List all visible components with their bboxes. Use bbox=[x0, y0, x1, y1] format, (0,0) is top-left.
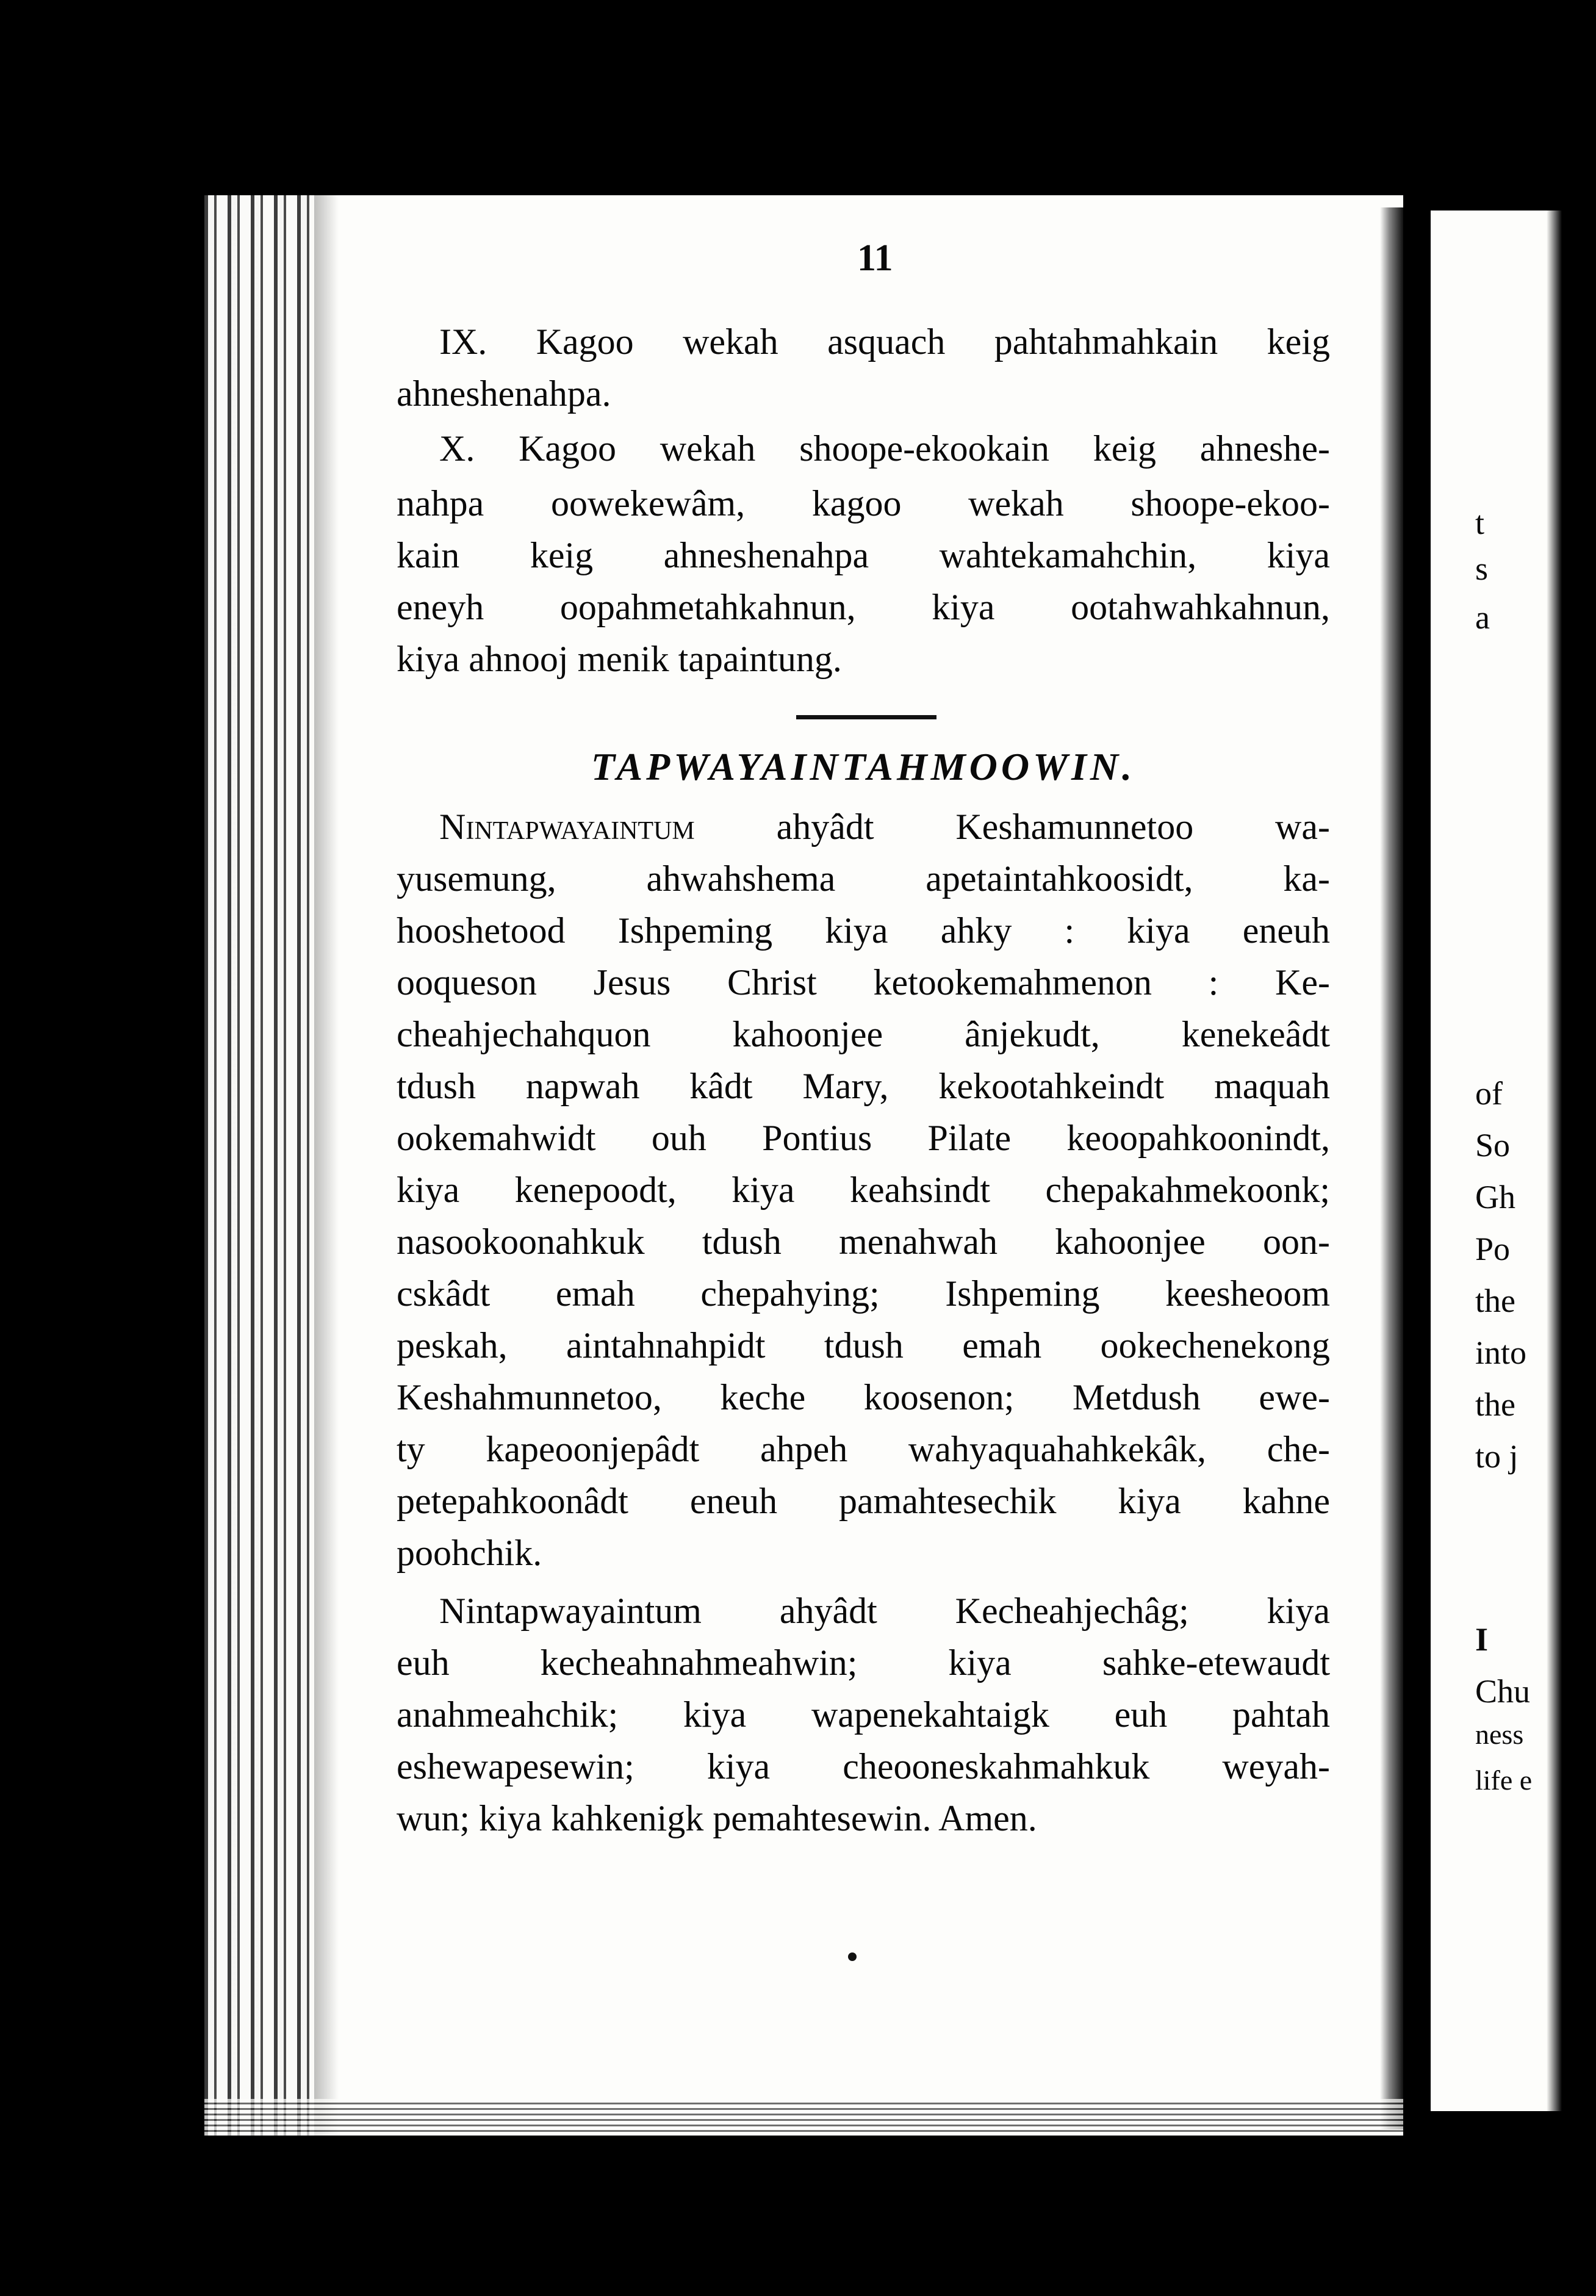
creed-line: ookemahwidt ouh Pontius Pilate keoopahkoonindt, bbox=[397, 1118, 1330, 1158]
creed-line: petepahkoonâdt eneuh pamahtesechik kiya kahne bbox=[397, 1481, 1330, 1521]
commandment-line: nahpa oowekewâm, kagoo wekah shoope-ekoo- bbox=[397, 483, 1330, 524]
commandment-line: kain keig ahneshenahpa wahtekamahchin, kiya bbox=[397, 535, 1330, 575]
facing-page-text: of bbox=[1475, 1075, 1503, 1112]
commandment-line: kiya ahnooj menik tapaintung. bbox=[397, 639, 842, 679]
facing-page-text: Chu bbox=[1475, 1673, 1531, 1710]
commandment-line: ahneshenahpa. bbox=[397, 373, 611, 414]
creed-line: ty kapeoonjepâdt ahpeh wahyaquahahkekâk, che- bbox=[397, 1429, 1330, 1469]
facing-page-shadow bbox=[1547, 211, 1562, 2111]
creed-line: nasookoonahkuk tdush menahwah kahoonjee oon- bbox=[397, 1222, 1330, 1262]
creed2-line: euh kecheahnahmeahwin; kiya sahke-etewaudt bbox=[397, 1643, 1330, 1683]
creed2-line: Nintapwayaintum ahyâdt Kecheahjechâg; kiya bbox=[439, 1591, 1330, 1631]
creed-line: kiya kenepoodt, kiya keahsindt chepakahmekoonk; bbox=[397, 1170, 1330, 1210]
creed2-line: anahmeahchik; kiya wapenekahtaigk euh pahtah bbox=[397, 1694, 1330, 1735]
creed-line: poohchik. bbox=[397, 1533, 542, 1573]
facing-page-text: Po bbox=[1475, 1231, 1511, 1267]
section-heading-wrap bbox=[397, 744, 1330, 793]
creed-line: cskâdt emah chepahying; Ishpeming keesheoom bbox=[397, 1273, 1330, 1314]
creed-lead-word: Nintapwayaintum bbox=[439, 807, 695, 847]
creed-first-line bbox=[439, 808, 1330, 845]
creed2-line: wun; kiya kahkenigk pemahtesewin. Amen. bbox=[397, 1798, 1037, 1838]
creed-line: tdush napwah kâdt Mary, kekootahkeindt maquah bbox=[397, 1066, 1330, 1106]
facing-page-text: life e bbox=[1475, 1765, 1533, 1796]
facing-page-text: t bbox=[1475, 505, 1485, 541]
facing-page-text: ness bbox=[1475, 1719, 1524, 1750]
gutter-shadow bbox=[314, 195, 339, 2136]
facing-page-text: I bbox=[1475, 1621, 1489, 1658]
page-edge bbox=[1380, 207, 1403, 2129]
creed-line: yusemung, ahwahshema apetaintahkoosidt, ka- bbox=[397, 858, 1330, 899]
commandment-line: eneyh oopahmetahkahnun, kiya ootahwahkahnun, bbox=[397, 587, 1330, 627]
creed2-line: eshewapesewin; kiya cheooneskahmahkuk weyah- bbox=[397, 1746, 1330, 1787]
facing-page-text: a bbox=[1475, 599, 1490, 636]
creed-line: cheahjechahquon kahoonjee ânjekudt, kenekeâdt bbox=[397, 1014, 1330, 1054]
facing-page-text: the bbox=[1475, 1386, 1515, 1423]
ink-speck bbox=[848, 1952, 857, 1961]
creed-first-rest: ahyâdt Keshamunnetoo wa- bbox=[694, 807, 1330, 847]
facing-page-text: into bbox=[1475, 1334, 1527, 1371]
creed-line: ooqueson Jesus Christ ketookemahmenon : Ke- bbox=[397, 962, 1330, 1002]
commandment-line: IX. Kagoo wekah asquach pahtahmahkain keig bbox=[439, 322, 1330, 362]
section-divider bbox=[796, 715, 936, 719]
creed-line: Keshahmunnetoo, keche koosenon; Metdush ewe- bbox=[397, 1377, 1330, 1417]
facing-page-text: Gh bbox=[1475, 1179, 1515, 1215]
page-number: 11 bbox=[857, 237, 893, 279]
section-heading: TAPWAYAINTAHMOOWIN. bbox=[591, 745, 1136, 788]
facing-page-text: to j bbox=[1475, 1438, 1519, 1475]
commandment-line: X. Kagoo wekah shoope-ekookain keig ahneshe- bbox=[439, 428, 1330, 469]
facing-page-text: the bbox=[1475, 1283, 1515, 1319]
facing-page-text: So bbox=[1475, 1127, 1511, 1164]
creed-line: hooshetood Ishpeming kiya ahky : kiya eneuh bbox=[397, 910, 1330, 951]
facing-page-text: s bbox=[1475, 550, 1489, 587]
creed-line: peskah, aintahnahpidt tdush emah ookechenekong bbox=[397, 1325, 1330, 1366]
page-gutter bbox=[204, 195, 314, 2136]
page-bottom-edge bbox=[204, 2099, 1403, 2136]
